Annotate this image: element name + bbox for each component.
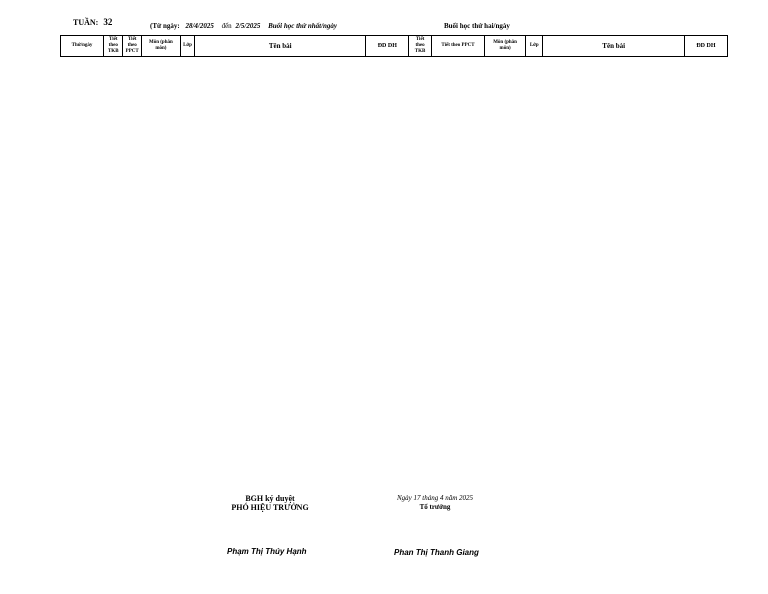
approver-name: Phạm Thị Thúy Hạnh bbox=[227, 547, 307, 556]
approval-title: PHÓ HIỆU TRƯỞNG bbox=[231, 503, 309, 512]
col-subject-2: Môn (phân môn) bbox=[485, 36, 526, 57]
col-ppct-2: Tiết theo PPCT bbox=[431, 36, 484, 57]
col-period-2: Tiết theo TKB bbox=[409, 36, 432, 57]
sign-date: Ngày 17 tháng 4 năm 2025 bbox=[396, 494, 474, 502]
from-date: 28/4/2025 bbox=[185, 22, 214, 30]
date-range: (Từ ngày: 28/4/2025 đến 2/5/2025 Buổi học thứ nhất/ngày bbox=[150, 22, 338, 30]
session1-title: Buổi học thứ nhất/ngày bbox=[268, 22, 338, 30]
leader-title: Tổ trưởng bbox=[419, 503, 451, 511]
schedule-table bbox=[60, 35, 728, 57]
approval-label: BGH ký duyệt bbox=[245, 494, 295, 503]
col-class-2: Lớp bbox=[526, 36, 543, 57]
week-label: TUẦN: 32 bbox=[73, 17, 113, 27]
col-dd: ĐD DH bbox=[366, 36, 409, 57]
table-header bbox=[61, 36, 728, 57]
to-date: 2/5/2025 bbox=[235, 22, 261, 30]
col-lesson: Tên bài bbox=[195, 36, 366, 57]
col-lesson-2: Tên bài bbox=[543, 36, 684, 57]
col-dd-2: ĐD DH bbox=[684, 36, 727, 57]
col-period: Tiết theo TKB bbox=[104, 36, 123, 57]
week-number: 32 bbox=[103, 17, 113, 27]
col-class: Lớp bbox=[180, 36, 194, 57]
col-subject: Môn (phân môn) bbox=[141, 36, 180, 57]
leader-name: Phan Thị Thanh Giang bbox=[394, 548, 479, 557]
approval-block bbox=[200, 494, 340, 512]
col-day: Thứ/ngày bbox=[61, 36, 104, 57]
leader-block bbox=[365, 494, 505, 512]
session2-title: Buổi học thứ hai/ngày bbox=[444, 22, 510, 30]
col-ppct: Tiết theo PPCT bbox=[123, 36, 141, 57]
